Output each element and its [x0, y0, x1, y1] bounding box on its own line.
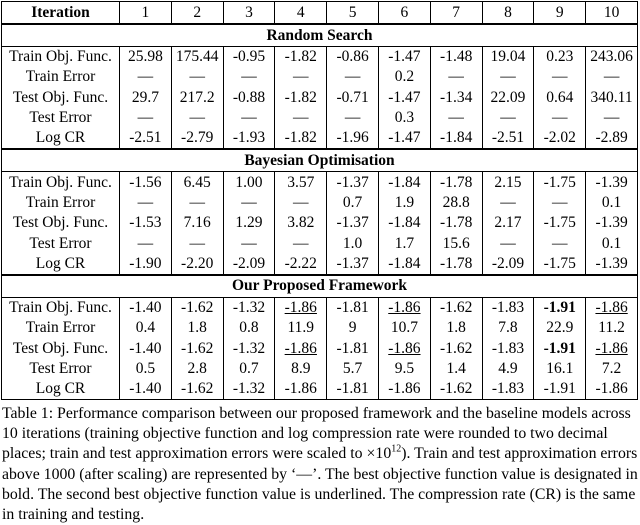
metric-label: Train Obj. Func.: [2, 47, 120, 68]
metric-value: —: [327, 108, 379, 128]
metric-value: —: [482, 108, 534, 128]
iteration-number: 6: [378, 2, 430, 25]
method-group: [2, 149, 638, 274]
metric-value: -1.37: [327, 254, 379, 275]
metric-row: [2, 213, 638, 233]
metric-value: —: [275, 233, 327, 253]
metric-value: 0.7: [327, 193, 379, 213]
metric-value: -1.81: [327, 379, 379, 400]
metric-value: -1.91: [534, 297, 586, 318]
metric-label: Train Obj. Func.: [2, 297, 120, 318]
metric-value: —: [534, 233, 586, 253]
metric-value: 1.9: [378, 193, 430, 213]
metric-row: [2, 297, 638, 318]
metric-row: [2, 359, 638, 379]
metric-value: 16.1: [534, 359, 586, 379]
metric-row: [2, 108, 638, 128]
metric-value: 8.9: [275, 359, 327, 379]
metric-label: Test Error: [2, 108, 120, 128]
metric-value: —: [275, 67, 327, 87]
metric-value: —: [482, 193, 534, 213]
metric-value: 0.4: [120, 318, 172, 338]
metric-value: -2.22: [275, 254, 327, 275]
metric-row: [2, 193, 638, 213]
metric-label: Train Error: [2, 318, 120, 338]
caption-line: [2, 444, 638, 464]
metric-value: -1.86: [275, 297, 327, 318]
group-title: Our Proposed Framework: [2, 275, 638, 298]
metric-row: [2, 339, 638, 359]
metric-value: -1.32: [223, 339, 275, 359]
metric-value: —: [171, 108, 223, 128]
metric-value: -2.09: [223, 254, 275, 275]
metric-value: 11.9: [275, 318, 327, 338]
metric-value: 175.44: [171, 47, 223, 68]
metric-value: 0.2: [378, 67, 430, 87]
metric-value: —: [223, 108, 275, 128]
metric-value: -1.75: [534, 254, 586, 275]
metric-value: —: [430, 108, 482, 128]
metric-label: Test Obj. Func.: [2, 339, 120, 359]
iteration-number: 7: [430, 2, 482, 25]
metric-value: -1.47: [378, 47, 430, 68]
metric-value: -1.32: [223, 379, 275, 400]
caption-exponent: 12: [391, 444, 402, 456]
metric-value: 1.8: [430, 318, 482, 338]
metric-value: —: [171, 233, 223, 253]
metric-value: —: [534, 67, 586, 87]
group-title: Bayesian Optimisation: [2, 149, 638, 172]
group-header-row: [2, 24, 638, 47]
metric-value: -1.37: [327, 213, 379, 233]
iteration-number: 3: [223, 2, 275, 25]
metric-value: -2.20: [171, 254, 223, 275]
metric-value: 7.8: [482, 318, 534, 338]
metric-value: -2.51: [482, 128, 534, 149]
metric-value: -1.84: [378, 213, 430, 233]
caption-line: above 1000 (after scaling) are represented by ‘—’. The best objective function value is designated in: [2, 465, 638, 483]
metric-row: [2, 88, 638, 108]
metric-value: —: [430, 67, 482, 87]
metric-row: [2, 67, 638, 87]
metric-value: -1.86: [378, 339, 430, 359]
iteration-number: 10: [586, 2, 638, 25]
metric-value: 5.7: [327, 359, 379, 379]
metric-row: [2, 128, 638, 149]
header-row: [2, 2, 638, 25]
metric-value: —: [120, 67, 172, 87]
metric-value: -2.51: [120, 128, 172, 149]
metric-value: -1.96: [327, 128, 379, 149]
metric-label: Test Obj. Func.: [2, 88, 120, 108]
metric-value: —: [482, 67, 534, 87]
metric-value: —: [223, 193, 275, 213]
metric-value: -1.84: [378, 254, 430, 275]
metric-value: -1.86: [275, 339, 327, 359]
metric-value: -1.75: [534, 172, 586, 193]
metric-value: 28.8: [430, 193, 482, 213]
metric-value: 0.23: [534, 47, 586, 68]
group-header-row: [2, 149, 638, 172]
metric-value: 11.2: [586, 318, 638, 338]
metric-value: -2.09: [482, 254, 534, 275]
metric-value: -1.83: [482, 297, 534, 318]
metric-label: Test Obj. Func.: [2, 213, 120, 233]
metric-value: -1.86: [586, 297, 638, 318]
metric-row: [2, 318, 638, 338]
caption-line: in training and testing.: [2, 506, 145, 524]
metric-value: -1.37: [327, 172, 379, 193]
metric-value: 15.6: [430, 233, 482, 253]
metric-value: 29.7: [120, 88, 172, 108]
method-group: [2, 275, 638, 400]
results-table: [1, 1, 638, 400]
metric-row: [2, 254, 638, 275]
metric-value: 1.0: [327, 233, 379, 253]
metric-value: 243.06: [586, 47, 638, 68]
metric-value: 1.7: [378, 233, 430, 253]
metric-value: -1.32: [223, 297, 275, 318]
iteration-header: Iteration: [2, 2, 120, 25]
iteration-number: 5: [327, 2, 379, 25]
caption-line: Table 1: Performance comparison between our proposed framework and the baseline models across: [2, 405, 631, 422]
metric-value: 2.8: [171, 359, 223, 379]
metric-value: -1.47: [378, 88, 430, 108]
metric-value: -1.39: [586, 254, 638, 275]
metric-value: -1.78: [430, 172, 482, 193]
metric-value: 25.98: [120, 47, 172, 68]
metric-value: —: [275, 108, 327, 128]
metric-label: Log CR: [2, 379, 120, 400]
metric-value: 3.82: [275, 213, 327, 233]
iteration-number: 2: [171, 2, 223, 25]
metric-label: Train Error: [2, 193, 120, 213]
metric-value: 22.9: [534, 318, 586, 338]
metric-value: 0.1: [586, 233, 638, 253]
metric-value: —: [223, 67, 275, 87]
metric-label: Test Error: [2, 233, 120, 253]
metric-value: 217.2: [171, 88, 223, 108]
metric-value: —: [171, 193, 223, 213]
metric-value: 7.16: [171, 213, 223, 233]
iteration-number: 4: [275, 2, 327, 25]
metric-value: -1.40: [120, 379, 172, 400]
caption-line: bold. The second best objective function value is underlined. The compression rate (CR) is the same: [2, 485, 636, 503]
metric-value: -1.86: [586, 339, 638, 359]
metric-value: -1.39: [586, 213, 638, 233]
metric-value: -1.62: [171, 379, 223, 400]
metric-value: 9: [327, 318, 379, 338]
metric-label: Test Error: [2, 359, 120, 379]
metric-value: -0.86: [327, 47, 379, 68]
metric-value: -1.62: [171, 297, 223, 318]
metric-value: -1.93: [223, 128, 275, 149]
metric-value: 1.29: [223, 213, 275, 233]
metric-value: 0.5: [120, 359, 172, 379]
metric-value: -0.95: [223, 47, 275, 68]
metric-value: -1.62: [430, 339, 482, 359]
metric-value: —: [586, 108, 638, 128]
metric-row: [2, 233, 638, 253]
metric-row: [2, 379, 638, 400]
metric-value: -1.40: [120, 297, 172, 318]
metric-value: -1.83: [482, 339, 534, 359]
metric-value: -1.86: [586, 379, 638, 400]
metric-value: —: [120, 108, 172, 128]
metric-value: -1.84: [430, 128, 482, 149]
metric-value: —: [534, 193, 586, 213]
metric-value: —: [534, 108, 586, 128]
metric-value: -0.88: [223, 88, 275, 108]
caption-text: places; train and test approximation errors were scaled to ×10: [2, 445, 392, 463]
caption-text: ). Train and test approximation errors: [401, 445, 638, 463]
group-title: Random Search: [2, 24, 638, 47]
metric-value: -1.39: [586, 172, 638, 193]
metric-value: -2.02: [534, 128, 586, 149]
metric-value: -1.78: [430, 254, 482, 275]
metric-value: —: [120, 233, 172, 253]
metric-value: -1.62: [430, 297, 482, 318]
metric-value: -2.89: [586, 128, 638, 149]
metric-value: -1.82: [275, 88, 327, 108]
metric-value: -1.91: [534, 379, 586, 400]
metric-value: —: [482, 233, 534, 253]
metric-value: -2.79: [171, 128, 223, 149]
metric-value: -1.78: [430, 213, 482, 233]
metric-value: —: [586, 67, 638, 87]
metric-value: -1.47: [378, 128, 430, 149]
metric-value: -1.84: [378, 172, 430, 193]
metric-value: —: [223, 233, 275, 253]
method-group: [2, 24, 638, 149]
metric-row: [2, 47, 638, 68]
metric-value: -1.81: [327, 297, 379, 318]
group-header-row: [2, 275, 638, 298]
metric-value: -1.86: [378, 379, 430, 400]
iteration-number: 8: [482, 2, 534, 25]
metric-value: 0.1: [586, 193, 638, 213]
metric-value: 1.8: [171, 318, 223, 338]
metric-value: 0.7: [223, 359, 275, 379]
metric-value: 19.04: [482, 47, 534, 68]
metric-value: 4.9: [482, 359, 534, 379]
metric-value: -1.86: [378, 297, 430, 318]
caption-line: 10 iterations (training objective function and log compression rate were rounded to two decimal: [2, 425, 608, 443]
metric-label: Train Error: [2, 67, 120, 87]
metric-row: [2, 172, 638, 193]
iteration-number: 9: [534, 2, 586, 25]
metric-value: -1.86: [275, 379, 327, 400]
metric-value: 3.57: [275, 172, 327, 193]
metric-value: 7.2: [586, 359, 638, 379]
metric-value: —: [171, 67, 223, 87]
metric-value: -1.82: [275, 47, 327, 68]
metric-value: 6.45: [171, 172, 223, 193]
metric-label: Train Obj. Func.: [2, 172, 120, 193]
metric-value: -1.53: [120, 213, 172, 233]
metric-value: -1.40: [120, 339, 172, 359]
metric-value: 10.7: [378, 318, 430, 338]
iteration-number: 1: [120, 2, 172, 25]
metric-value: -1.56: [120, 172, 172, 193]
metric-value: 22.09: [482, 88, 534, 108]
metric-value: —: [120, 193, 172, 213]
metric-value: 1.00: [223, 172, 275, 193]
metric-value: -1.75: [534, 213, 586, 233]
metric-value: 1.4: [430, 359, 482, 379]
metric-value: 340.11: [586, 88, 638, 108]
metric-label: Log CR: [2, 128, 120, 149]
metric-value: -1.81: [327, 339, 379, 359]
metric-value: -1.62: [171, 339, 223, 359]
metric-value: —: [275, 193, 327, 213]
metric-value: -1.90: [120, 254, 172, 275]
metric-value: -1.91: [534, 339, 586, 359]
metric-value: 0.3: [378, 108, 430, 128]
metric-value: 9.5: [378, 359, 430, 379]
metric-value: -0.71: [327, 88, 379, 108]
table-caption: [2, 404, 638, 525]
metric-value: -1.82: [275, 128, 327, 149]
metric-value: -1.48: [430, 47, 482, 68]
metric-value: -1.62: [430, 379, 482, 400]
metric-value: 2.15: [482, 172, 534, 193]
metric-value: -1.34: [430, 88, 482, 108]
metric-label: Log CR: [2, 254, 120, 275]
metric-value: -1.83: [482, 379, 534, 400]
metric-value: —: [327, 67, 379, 87]
metric-value: 0.8: [223, 318, 275, 338]
metric-value: 2.17: [482, 213, 534, 233]
metric-value: 0.64: [534, 88, 586, 108]
